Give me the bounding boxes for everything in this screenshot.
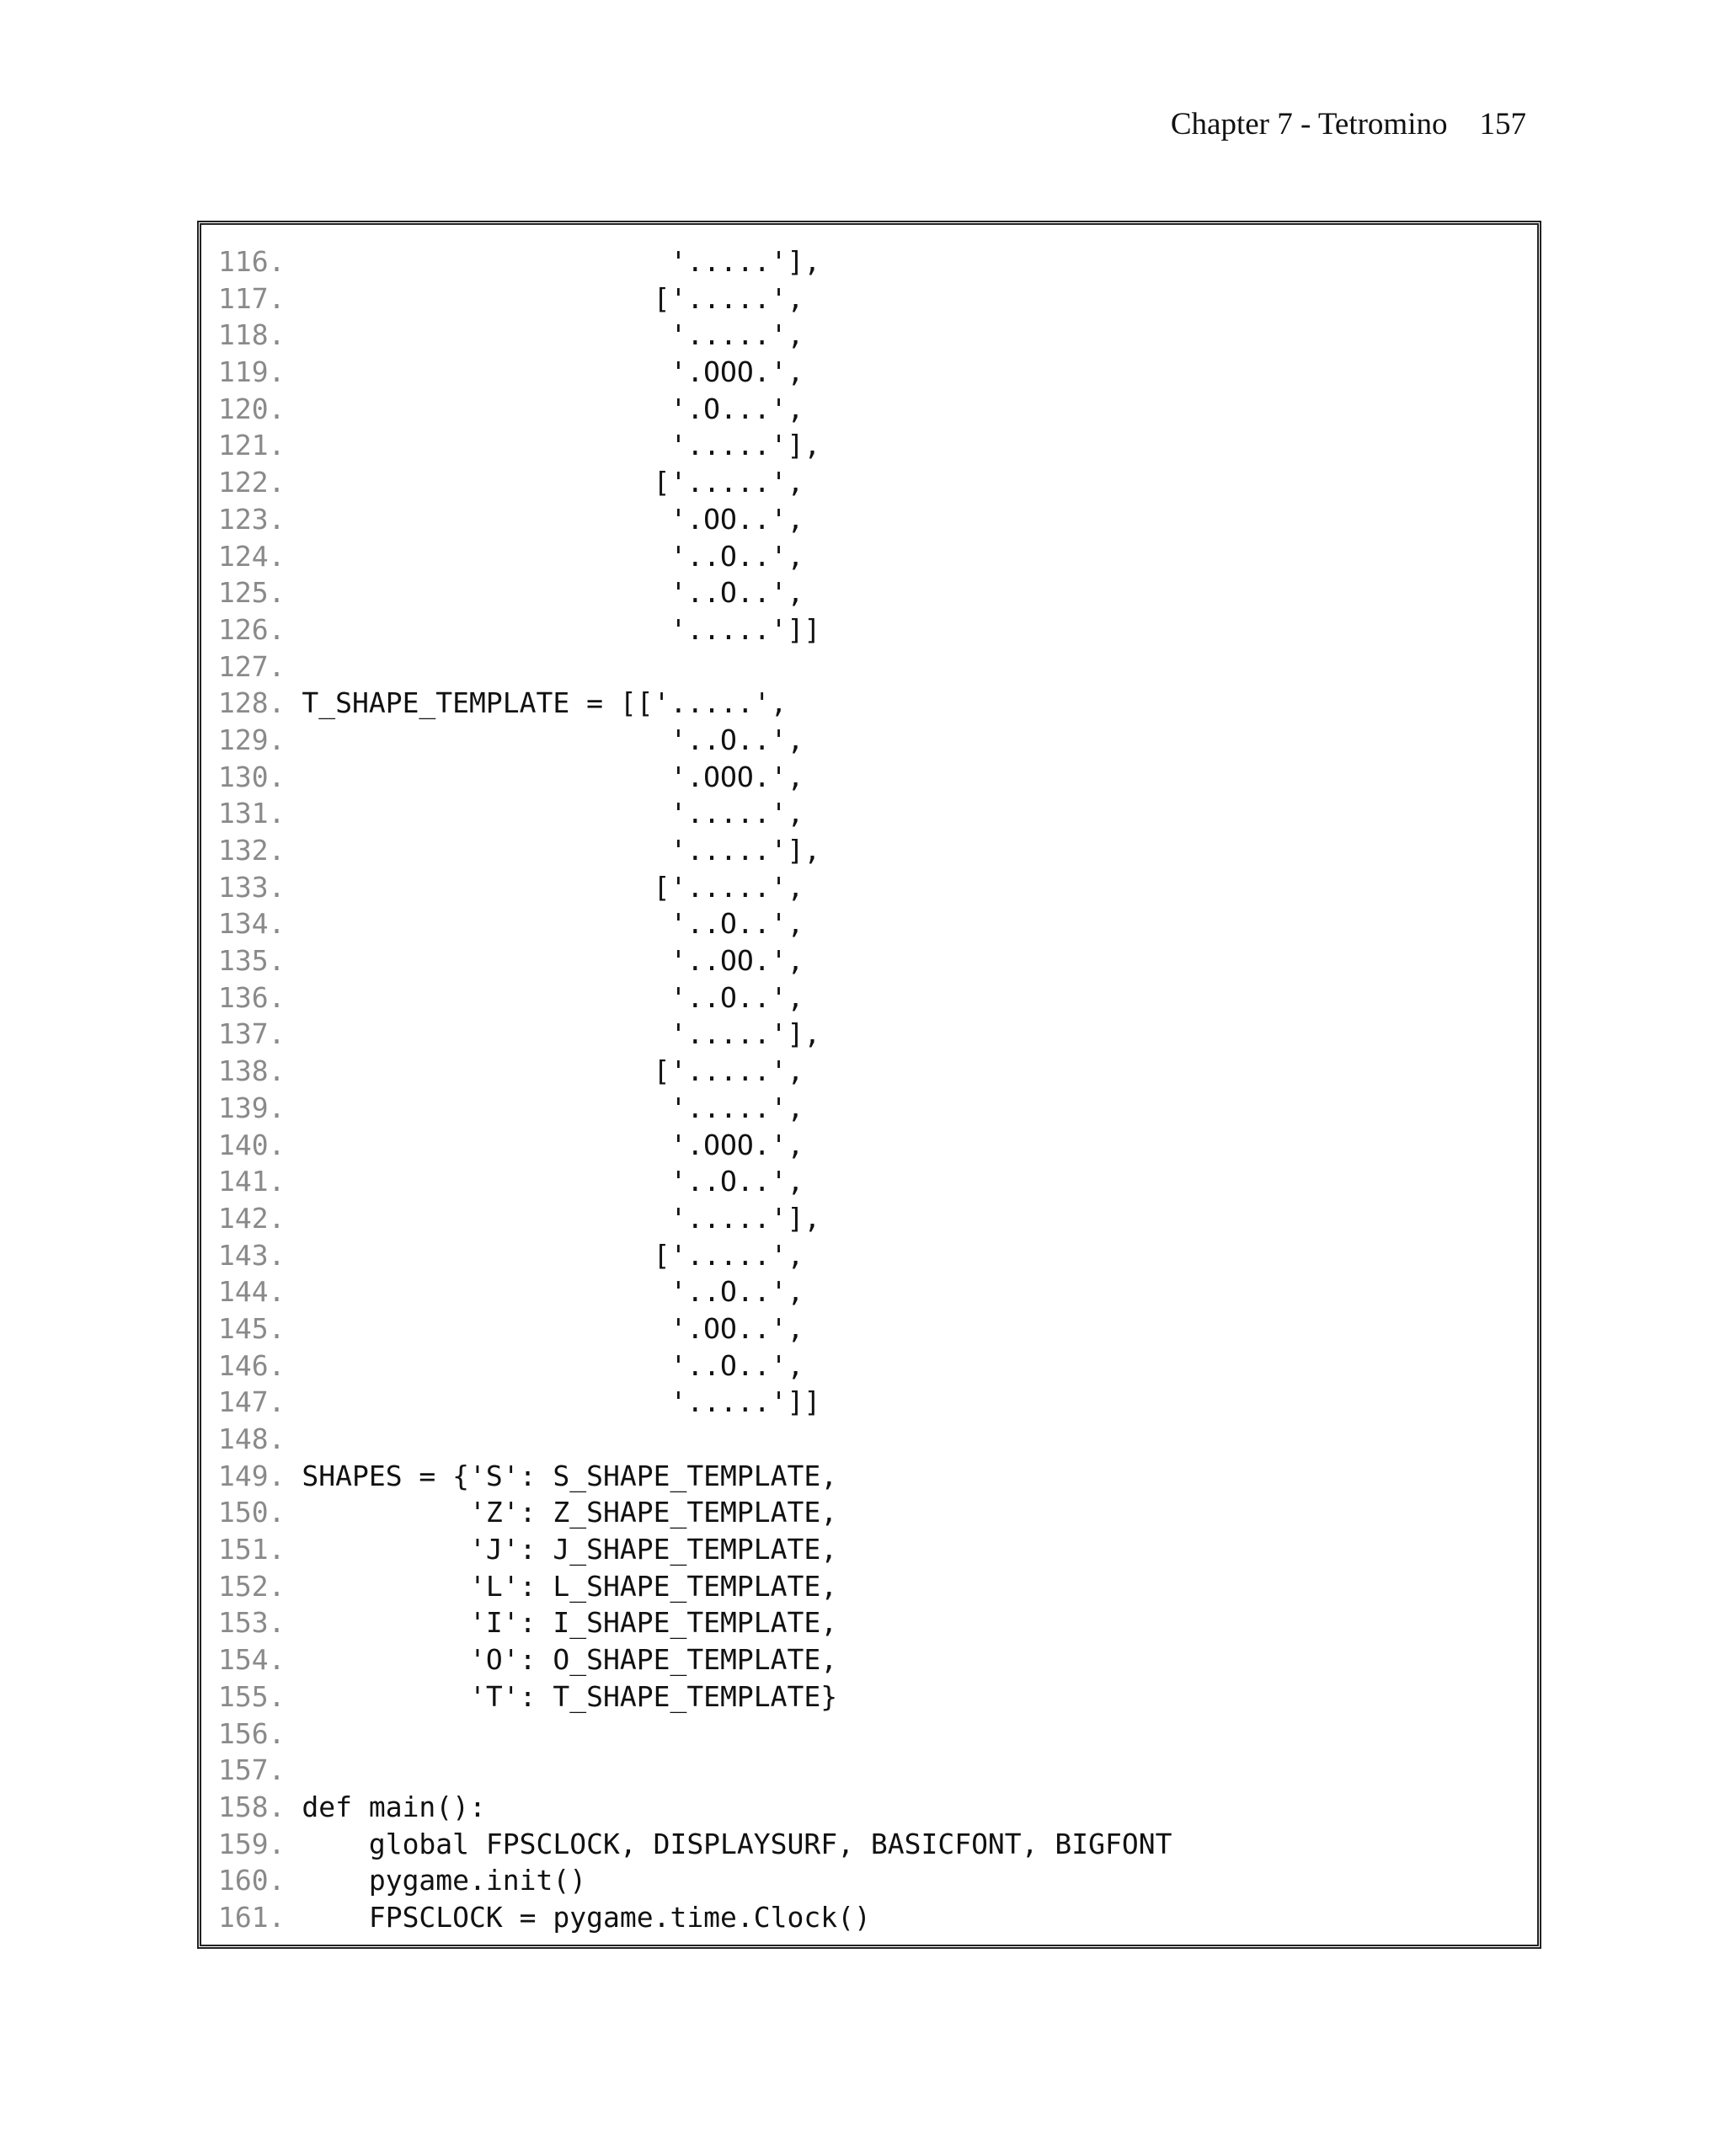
code-line bbox=[218, 574, 1172, 611]
code-line bbox=[218, 1678, 1172, 1716]
code-line bbox=[218, 1862, 1172, 1899]
code-text: ['.....', bbox=[302, 1054, 804, 1088]
code-line bbox=[218, 1789, 1172, 1826]
line-number: 146. bbox=[218, 1348, 286, 1382]
code-line bbox=[218, 1641, 1172, 1678]
code-text: '..O..', bbox=[302, 980, 804, 1014]
code-text: T_SHAPE_TEMPLATE = [['.....', bbox=[302, 686, 788, 720]
code-line bbox=[218, 464, 1172, 501]
code-text: 'T': T_SHAPE_TEMPLATE} bbox=[302, 1679, 838, 1713]
line-number: 122. bbox=[218, 466, 286, 499]
line-number: 117. bbox=[218, 281, 286, 315]
line-number: 118. bbox=[218, 318, 286, 352]
code-text: ['.....', bbox=[302, 1238, 804, 1272]
code-line bbox=[218, 1127, 1172, 1164]
code-text: '.....', bbox=[302, 1091, 804, 1124]
code-line bbox=[218, 832, 1172, 869]
code-line bbox=[218, 280, 1172, 318]
code-text: '..OO.', bbox=[302, 944, 804, 978]
line-number: 134. bbox=[218, 907, 286, 941]
code-line bbox=[218, 1310, 1172, 1348]
line-number: 116. bbox=[218, 245, 286, 278]
code-line bbox=[218, 391, 1172, 428]
code-line bbox=[218, 1090, 1172, 1127]
code-text: '..O..', bbox=[302, 1348, 804, 1382]
line-number: 159. bbox=[218, 1827, 286, 1860]
code-text: '.....', bbox=[302, 797, 804, 830]
line-number: 141. bbox=[218, 1165, 286, 1198]
code-text: '..O..', bbox=[302, 907, 804, 941]
code-text: '.....']] bbox=[302, 1385, 821, 1419]
code-line bbox=[218, 1826, 1172, 1863]
code-line bbox=[218, 1752, 1172, 1789]
line-number: 124. bbox=[218, 539, 286, 573]
code-text: 'Z': Z_SHAPE_TEMPLATE, bbox=[302, 1496, 838, 1529]
code-line bbox=[218, 1348, 1172, 1385]
line-number: 157. bbox=[218, 1753, 286, 1787]
code-text: ['.....', bbox=[302, 466, 804, 499]
code-line bbox=[218, 1899, 1172, 1936]
code-line bbox=[218, 722, 1172, 759]
code-line bbox=[218, 1053, 1172, 1090]
code-text: '.....', bbox=[302, 318, 804, 352]
code-text: '..O..', bbox=[302, 1165, 804, 1198]
code-text: '..O..', bbox=[302, 1275, 804, 1309]
page-header bbox=[1171, 106, 1526, 142]
code-line bbox=[218, 759, 1172, 796]
code-line bbox=[218, 1384, 1172, 1421]
line-number: 151. bbox=[218, 1533, 286, 1566]
code-line bbox=[218, 942, 1172, 979]
line-number: 133. bbox=[218, 870, 286, 904]
code-text: def main(): bbox=[302, 1790, 486, 1823]
code-line bbox=[218, 869, 1172, 906]
code-line bbox=[218, 1421, 1172, 1458]
line-number: 145. bbox=[218, 1311, 286, 1345]
code-line bbox=[218, 501, 1172, 538]
code-text: '.....'], bbox=[302, 1017, 821, 1051]
line-number: 147. bbox=[218, 1385, 286, 1419]
code-line bbox=[218, 795, 1172, 832]
code-line bbox=[218, 1200, 1172, 1237]
code-line bbox=[218, 538, 1172, 575]
code-text: '.....'], bbox=[302, 834, 821, 867]
line-number: 127. bbox=[218, 649, 286, 683]
code-listing bbox=[218, 243, 1172, 1936]
line-number: 140. bbox=[218, 1128, 286, 1161]
code-text: ['.....', bbox=[302, 281, 804, 315]
code-line bbox=[218, 427, 1172, 464]
line-number: 150. bbox=[218, 1496, 286, 1529]
code-text: ['.....', bbox=[302, 870, 804, 904]
line-number: 149. bbox=[218, 1459, 286, 1492]
line-number: 121. bbox=[218, 429, 286, 462]
code-text: pygame.init() bbox=[302, 1864, 587, 1897]
line-number: 132. bbox=[218, 834, 286, 867]
code-line bbox=[218, 317, 1172, 354]
code-line bbox=[218, 1531, 1172, 1568]
line-number: 153. bbox=[218, 1606, 286, 1640]
line-number: 136. bbox=[218, 980, 286, 1014]
line-number: 120. bbox=[218, 392, 286, 425]
line-number: 135. bbox=[218, 944, 286, 978]
code-line bbox=[218, 905, 1172, 942]
code-text: SHAPES = {'S': S_SHAPE_TEMPLATE, bbox=[302, 1459, 838, 1492]
line-number: 128. bbox=[218, 686, 286, 720]
line-number: 161. bbox=[218, 1900, 286, 1934]
line-number: 144. bbox=[218, 1275, 286, 1309]
code-text: '..O..', bbox=[302, 723, 804, 756]
code-line bbox=[218, 1494, 1172, 1531]
code-text: 'J': J_SHAPE_TEMPLATE, bbox=[302, 1533, 838, 1566]
code-text: 'L': L_SHAPE_TEMPLATE, bbox=[302, 1569, 838, 1603]
line-number: 123. bbox=[218, 502, 286, 536]
line-number: 154. bbox=[218, 1643, 286, 1677]
code-line bbox=[218, 243, 1172, 280]
line-number: 125. bbox=[218, 576, 286, 610]
line-number: 156. bbox=[218, 1716, 286, 1750]
code-text: '..O..', bbox=[302, 576, 804, 610]
code-line bbox=[218, 1458, 1172, 1495]
line-number: 160. bbox=[218, 1864, 286, 1897]
code-line bbox=[218, 648, 1172, 686]
code-text: '.OOO.', bbox=[302, 355, 804, 389]
code-line bbox=[218, 611, 1172, 648]
code-text: '.OOO.', bbox=[302, 1128, 804, 1161]
line-number: 142. bbox=[218, 1201, 286, 1235]
line-number: 131. bbox=[218, 797, 286, 830]
code-text: FPSCLOCK = pygame.time.Clock() bbox=[302, 1900, 871, 1934]
code-text: '.OOO.', bbox=[302, 760, 804, 793]
code-text: '.....'], bbox=[302, 245, 821, 278]
code-line bbox=[218, 1163, 1172, 1200]
code-text: '..O..', bbox=[302, 539, 804, 573]
code-line bbox=[218, 1273, 1172, 1310]
code-line bbox=[218, 1016, 1172, 1053]
chapter-title: Chapter 7 - Tetromino bbox=[1170, 107, 1448, 141]
code-line bbox=[218, 1237, 1172, 1274]
code-text: '.OO..', bbox=[302, 502, 804, 536]
code-line bbox=[218, 979, 1172, 1017]
line-number: 129. bbox=[218, 723, 286, 756]
code-line bbox=[218, 1604, 1172, 1641]
line-number: 148. bbox=[218, 1422, 286, 1455]
line-number: 155. bbox=[218, 1679, 286, 1713]
code-text: '.....'], bbox=[302, 1201, 821, 1235]
line-number: 139. bbox=[218, 1091, 286, 1124]
line-number: 138. bbox=[218, 1054, 286, 1088]
line-number: 119. bbox=[218, 355, 286, 389]
line-number: 158. bbox=[218, 1790, 286, 1823]
code-text: '.....']] bbox=[302, 612, 821, 646]
code-text: 'I': I_SHAPE_TEMPLATE, bbox=[302, 1606, 838, 1640]
line-number: 137. bbox=[218, 1017, 286, 1051]
code-line bbox=[218, 1568, 1172, 1605]
line-number: 143. bbox=[218, 1238, 286, 1272]
page-number: 157 bbox=[1479, 107, 1526, 141]
code-text: '.OO..', bbox=[302, 1311, 804, 1345]
line-number: 126. bbox=[218, 612, 286, 646]
line-number: 152. bbox=[218, 1569, 286, 1603]
code-listing-frame bbox=[197, 221, 1541, 1949]
code-line bbox=[218, 354, 1172, 391]
code-line bbox=[218, 1716, 1172, 1753]
code-text: 'O': O_SHAPE_TEMPLATE, bbox=[302, 1643, 838, 1677]
line-number: 130. bbox=[218, 760, 286, 793]
code-line bbox=[218, 685, 1172, 722]
code-text: '.....'], bbox=[302, 429, 821, 462]
code-text: global FPSCLOCK, DISPLAYSURF, BASICFONT, BIGFONT bbox=[302, 1827, 1172, 1860]
code-text: '.O...', bbox=[302, 392, 804, 425]
